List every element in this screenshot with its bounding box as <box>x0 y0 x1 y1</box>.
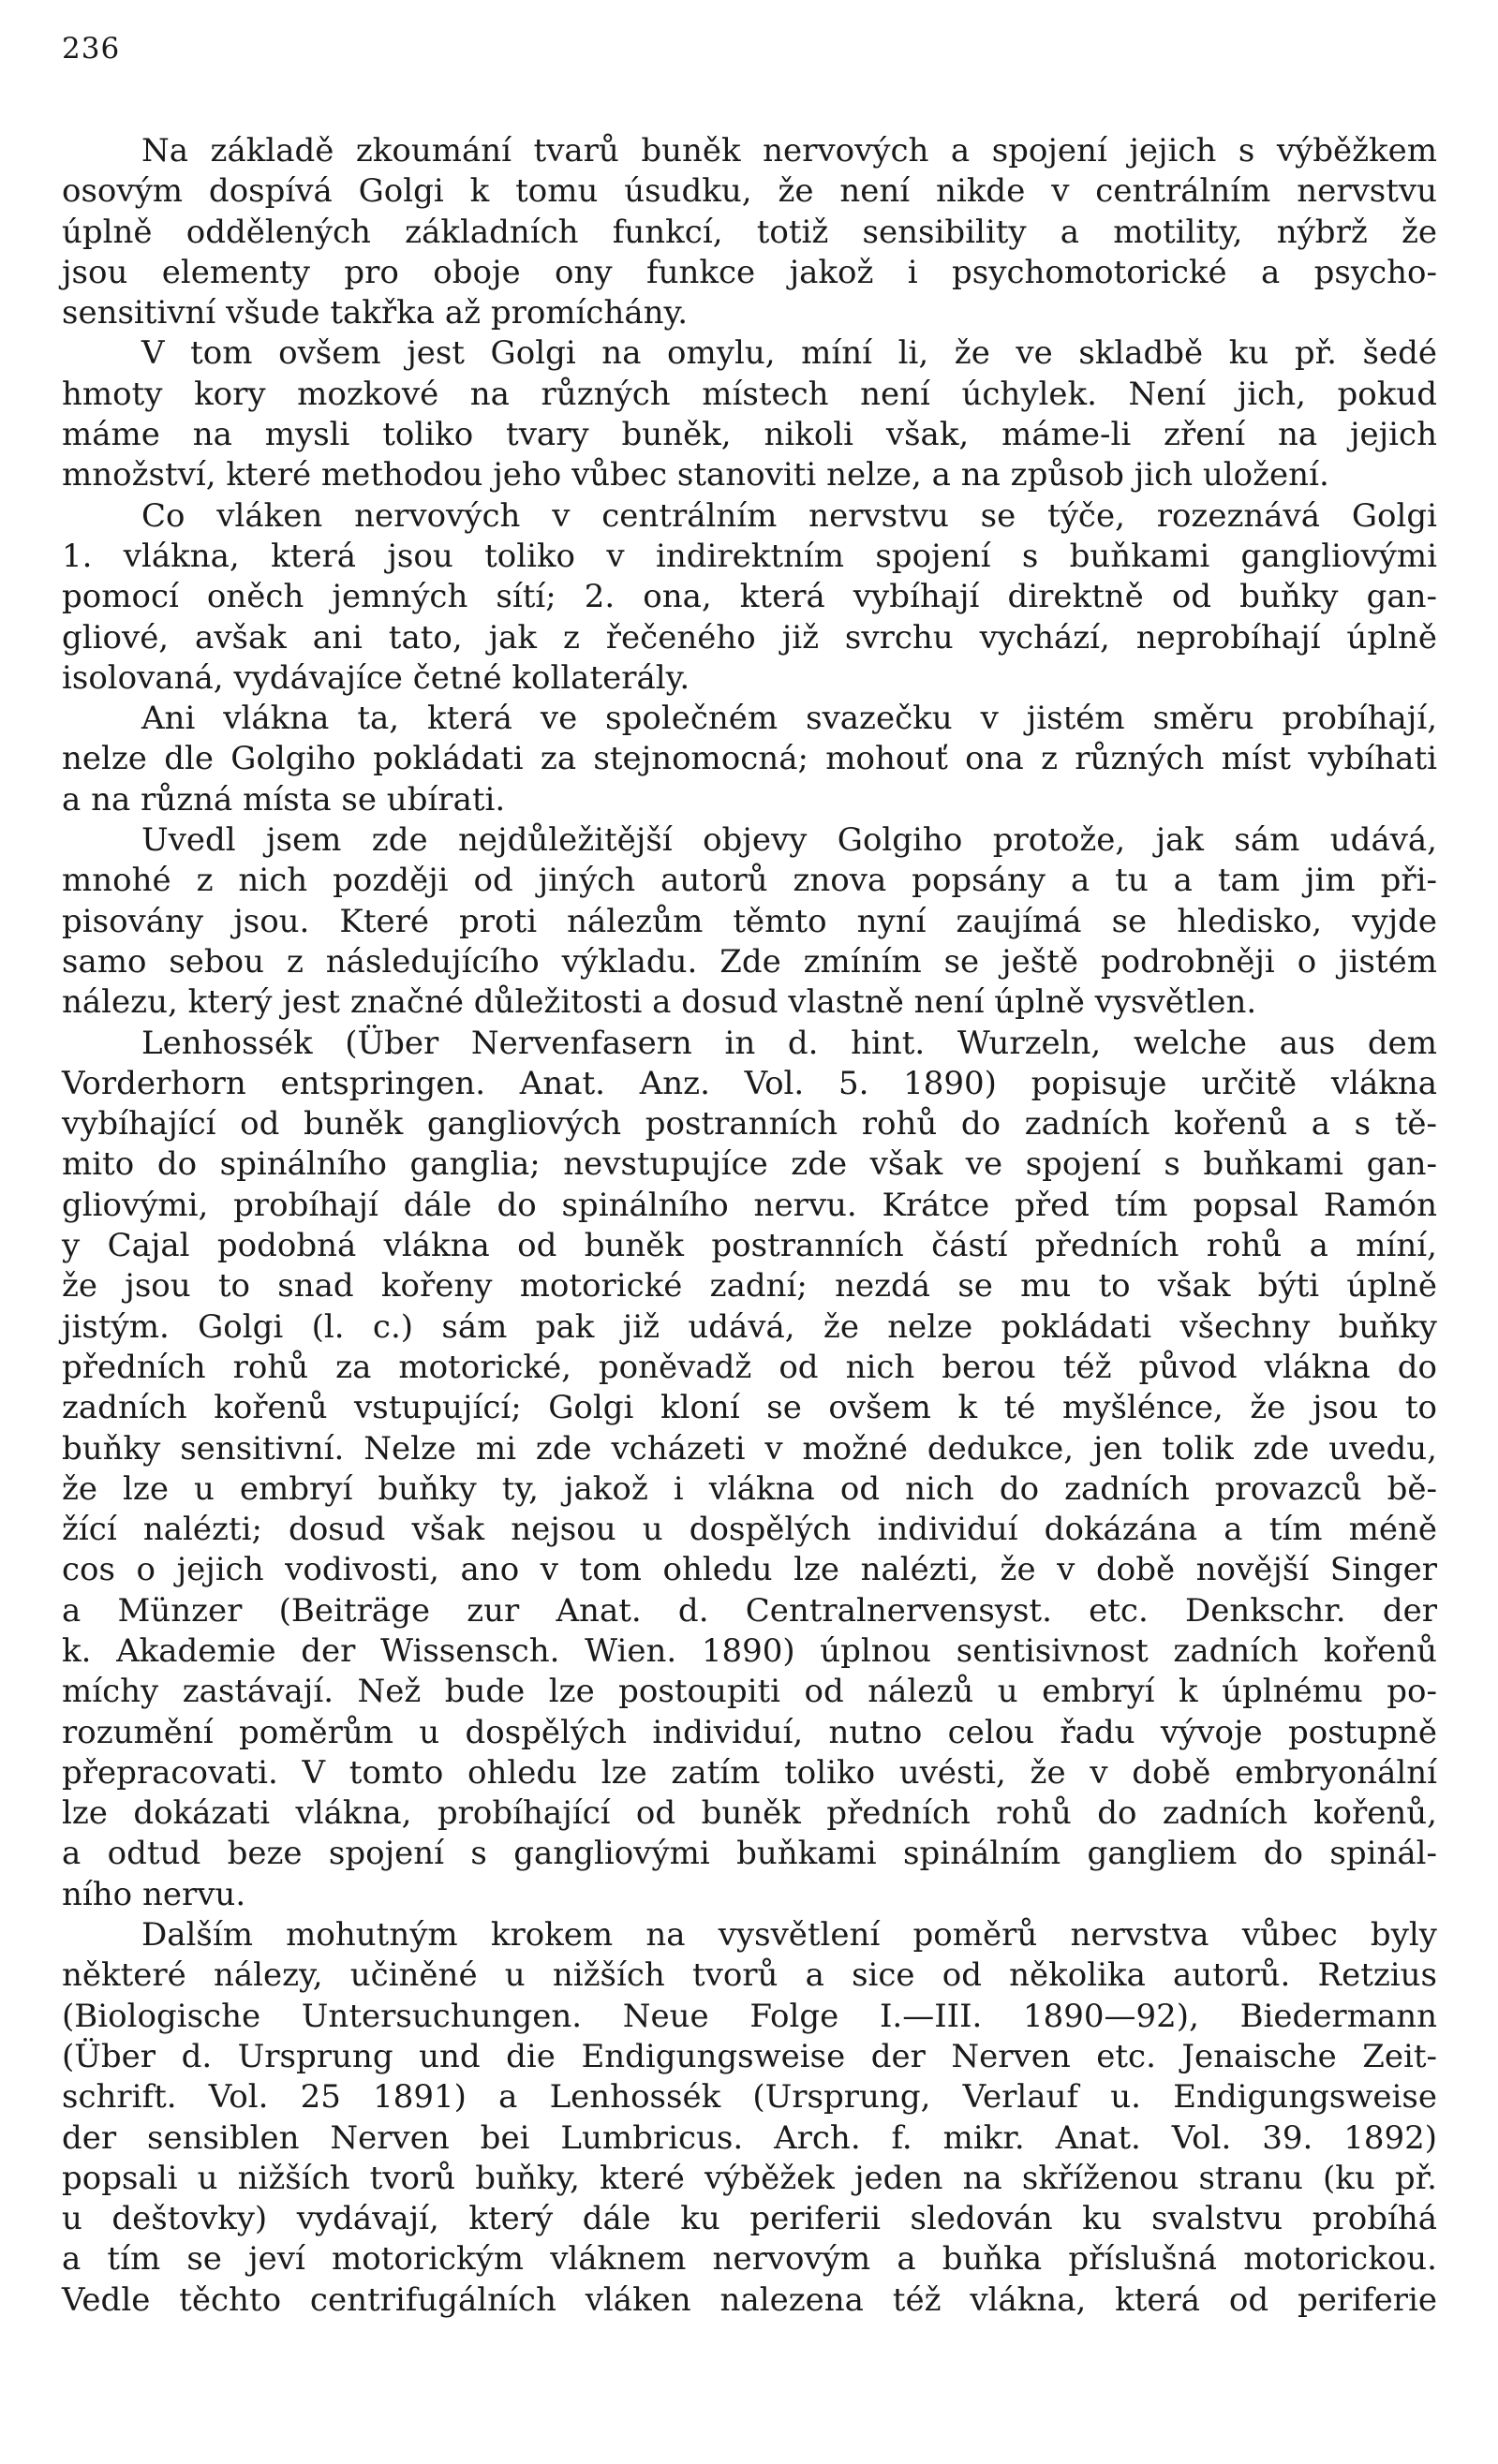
text-line: Co vláken nervových v centrálním nervstvu se týče, rozeznává Golgi <box>141 496 1437 535</box>
body-text <box>62 131 1437 2321</box>
text-line: hmoty kory mozkové na různých místech není úchylek. Není jich, pokud <box>62 375 1437 413</box>
text-line: gliovými, probíhají dále do spinálního nervu. Krátce před tím popsal Ramón <box>62 1186 1437 1224</box>
text-line: cos o jejich vodivosti, ano v tom ohledu lze nalézti, že v době novější Singer <box>62 1551 1437 1589</box>
text-line: nelze dle Golgiho pokládati za stejnomocná; mohouť ona z různých míst vybíhati <box>62 740 1437 778</box>
text-line: (Über d. Ursprung und die Endigungsweise der Nerven etc. Jenaische Zeit- <box>62 2037 1437 2075</box>
text-line: některé nálezy, učiněné u nižších tvorů a sice od několika autorů. Retzius <box>62 1956 1437 1995</box>
text-line: vybíhající od buněk gangliových postranních rohů do zadních kořenů a s tě- <box>62 1105 1437 1143</box>
text-line: a tím se jeví motorickým vláknem nervovým a buňka příslušná motorickou. <box>62 2240 1437 2279</box>
text-line: samo sebou z následujícího výkladu. Zde zmíním se ještě podrobněji o jistém <box>62 942 1437 981</box>
text-line: jsou elementy pro oboje ony funkce jakož i psychomotorické a psycho- <box>62 253 1437 291</box>
paragraph <box>62 496 1437 699</box>
text-line: že lze u embryí buňky ty, jakož i vlákna od nich do zadních provazců bě- <box>62 1469 1437 1508</box>
text-line: žící nalézti; dosud však nejsou u dospělých individuí dokázána a tím méně <box>62 1511 1437 1549</box>
text-line: 1. vlákna, která jsou toliko v indirektním spojení s buňkami gangliovými <box>62 537 1437 575</box>
text-line: mnohé z nich později od jiných autorů znova popsány a tu a tam jim při- <box>62 862 1437 900</box>
text-line: y Cajal podobná vlákna od buněk postranních částí předních rohů a míní, <box>62 1227 1437 1265</box>
text-line: a na různá místa se ubírati. <box>62 780 506 819</box>
paragraph <box>62 820 1437 1023</box>
text-line: u deštovky) vydávají, který dále ku periferii sledován ku svalstvu probíhá <box>62 2200 1437 2238</box>
text-line: V tom ovšem jest Golgi na omylu, míní li, že ve skladbě ku př. šedé <box>141 334 1437 373</box>
text-line: máme na mysli toliko tvary buněk, nikoli však, máme-li zření na jejich <box>62 416 1437 454</box>
text-line: Vorderhorn entspringen. Anat. Anz. Vol. 5. 1890) popisuje určitě vlákna <box>62 1064 1437 1102</box>
text-line: nálezu, který jest značné důležitosti a dosud vlastně není úplně vysvětlen. <box>62 983 1257 1022</box>
text-line: množství, které methodou jeho vůbec stanoviti nelze, a na způsob jich uložení. <box>62 456 1329 494</box>
text-line: sensitivní všude takřka až promíchány. <box>62 294 689 332</box>
text-line: Dalším mohutným krokem na vysvětlení poměrů nervstva vůbec byly <box>141 1916 1437 1955</box>
text-line: a Münzer (Beiträge zur Anat. d. Centralnervensyst. etc. Denkschr. der <box>62 1591 1437 1630</box>
text-line: schrift. Vol. 25 1891) a Lenhossék (Ursprung, Verlauf u. Endigungsweise <box>62 2078 1437 2117</box>
text-line: že jsou to snad kořeny motorické zadní; nezdá se mu to však býti úplně <box>62 1267 1437 1306</box>
text-line: pomocí oněch jemných sítí; 2. ona, která vybíhají direktně od buňky gan- <box>62 578 1437 616</box>
text-line: rozumění poměrům u dospělých individuí, nutno celou řadu vývoje postupně <box>62 1713 1437 1751</box>
text-line: popsali u nižších tvorů buňky, které výběžek jeden na skříženou stranu (ku př. <box>62 2159 1437 2197</box>
paragraph <box>62 699 1437 820</box>
text-line: mito do spinálního ganglia; nevstupujíce zde však ve spojení s buňkami gan- <box>62 1145 1437 1184</box>
paragraph <box>62 1915 1437 2321</box>
text-line: osovým dospívá Golgi k tomu úsudku, že není nikde v centrálním nervstvu <box>62 172 1437 211</box>
text-line: lze dokázati vlákna, probíhající od buněk předních rohů do zadních kořenů, <box>62 1794 1437 1833</box>
text-line: míchy zastávají. Než bude lze postoupiti od nálezů u embryí k úplnému po- <box>62 1673 1437 1711</box>
text-line: ního nervu. <box>62 1875 246 1913</box>
text-line: a odtud beze spojení s gangliovými buňkami spinálním gangliem do spinál- <box>62 1835 1437 1873</box>
text-line: zadních kořenů vstupující; Golgi kloní se ovšem k té myšlénce, že jsou to <box>62 1389 1437 1427</box>
text-line: úplně oddělených základních funkcí, totiž sensibility a motility, nýbrž že <box>62 213 1437 251</box>
text-line: gliové, avšak ani tato, jak z řečeného již svrchu vychází, neprobíhají úplně <box>62 618 1437 657</box>
text-line: předních rohů za motorické, poněvadž od nich berou též původ vlákna do <box>62 1348 1437 1386</box>
text-line: jistým. Golgi (l. c.) sám pak již udává, že nelze pokládati všechny buňky <box>62 1307 1437 1346</box>
text-line: k. Akademie der Wissensch. Wien. 1890) úplnou sentisivnost zadních kořenů <box>62 1631 1437 1670</box>
text-line: Ani vlákna ta, která ve společném svazečku v jistém směru probíhají, <box>141 700 1437 738</box>
text-line: pisovány jsou. Které proti nálezům těmto nyní zaujímá se hledisko, vyjde <box>62 902 1437 940</box>
paragraph <box>62 131 1437 333</box>
text-line: Lenhossék (Über Nervenfasern in d. hint. Wurzeln, welche aus dem <box>141 1024 1437 1062</box>
paragraph <box>62 333 1437 495</box>
page-number: 236 <box>62 32 121 66</box>
text-line: (Biologische Untersuchungen. Neue Folge I.—III. 1890—92), Biedermann <box>62 1997 1437 2035</box>
text-line: Vedle těchto centrifugálních vláken nalezena též vlákna, která od periferie <box>62 2280 1437 2319</box>
text-line: přepracovati. V tomto ohledu lze zatím toliko uvésti, že v době embryonální <box>62 1753 1437 1792</box>
text-line: der sensiblen Nerven bei Lumbricus. Arch. f. mikr. Anat. Vol. 39. 1892) <box>62 2118 1437 2157</box>
text-line: Uvedl jsem zde nejdůležitější objevy Golgiho protože, jak sám udává, <box>141 821 1437 860</box>
text-line: isolovaná, vydávajíce četné kollaterály. <box>62 658 690 697</box>
text-line: Na základě zkoumání tvarů buněk nervových a spojení jejich s výběžkem <box>141 132 1437 170</box>
text-line: buňky sensitivní. Nelze mi zde vcházeti v možné dedukce, jen tolik zde uvedu, <box>62 1429 1437 1468</box>
paragraph <box>62 1024 1437 1916</box>
